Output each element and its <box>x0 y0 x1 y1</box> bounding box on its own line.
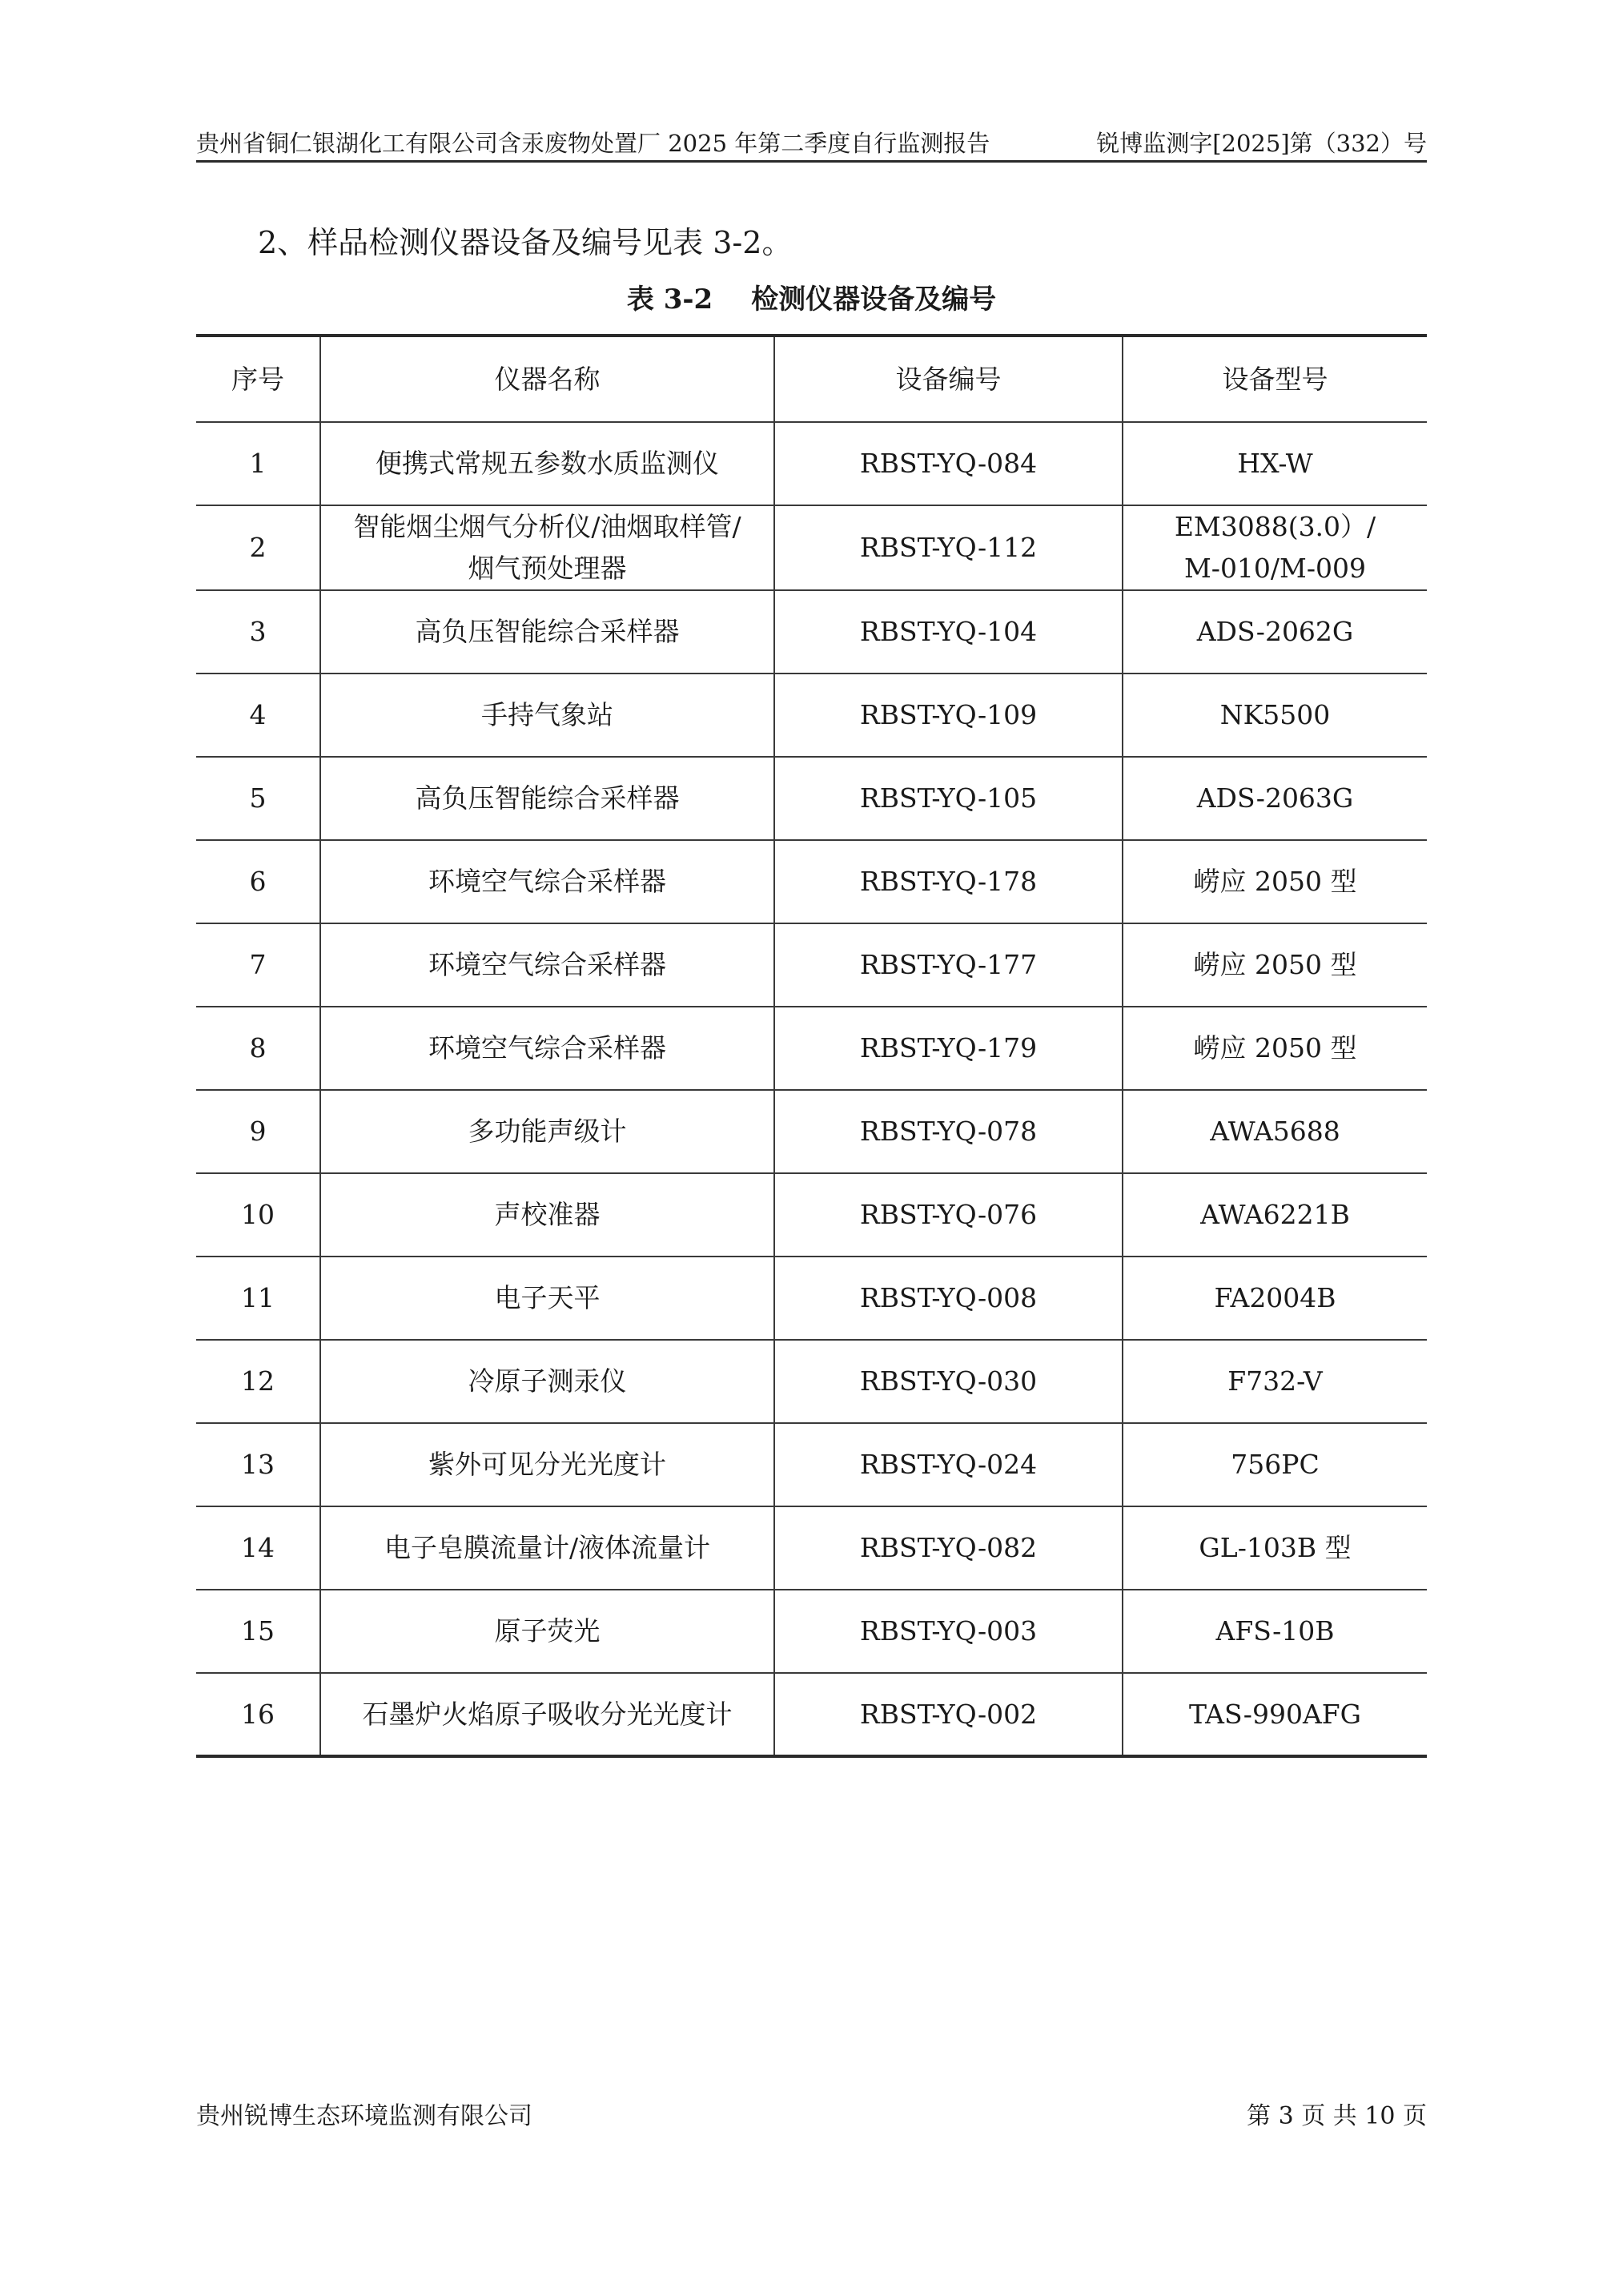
cell-model: TAS-990AFG <box>1123 1673 1427 1756</box>
cell-equipment-id: RBST-YQ-078 <box>774 1090 1123 1173</box>
table-header-row <box>196 336 1427 422</box>
cell-instrument-name: 环境空气综合采样器 <box>320 840 774 923</box>
cell-instrument-name: 电子皂膜流量计/液体流量计 <box>320 1506 774 1590</box>
cell-model: GL-103B 型 <box>1123 1506 1427 1590</box>
cell-instrument-name: 高负压智能综合采样器 <box>320 590 774 674</box>
cell-number: 11 <box>196 1257 320 1340</box>
cell-number: 8 <box>196 1007 320 1090</box>
cell-equipment-id: RBST-YQ-076 <box>774 1173 1123 1257</box>
column-header-number: 序号 <box>196 336 320 422</box>
table-row <box>196 1506 1427 1590</box>
table-row <box>196 1423 1427 1506</box>
cell-number: 14 <box>196 1506 320 1590</box>
cell-model: FA2004B <box>1123 1257 1427 1340</box>
cell-equipment-id: RBST-YQ-008 <box>774 1257 1123 1340</box>
cell-number: 15 <box>196 1590 320 1673</box>
cell-model: ADS-2063G <box>1123 757 1427 840</box>
cell-number: 12 <box>196 1340 320 1423</box>
cell-instrument-name: 环境空气综合采样器 <box>320 923 774 1007</box>
table-row <box>196 840 1427 923</box>
cell-equipment-id: RBST-YQ-177 <box>774 923 1123 1007</box>
cell-number: 1 <box>196 422 320 505</box>
table-row <box>196 1090 1427 1173</box>
cell-equipment-id: RBST-YQ-112 <box>774 505 1123 590</box>
cell-model: AWA5688 <box>1123 1090 1427 1173</box>
cell-model: 崂应 2050 型 <box>1123 923 1427 1007</box>
page-header <box>196 120 1427 163</box>
table-row <box>196 1340 1427 1423</box>
table-body <box>196 422 1427 1756</box>
cell-equipment-id: RBST-YQ-109 <box>774 674 1123 757</box>
cell-number: 9 <box>196 1090 320 1173</box>
table-row <box>196 674 1427 757</box>
cell-number: 10 <box>196 1173 320 1257</box>
cell-model: AWA6221B <box>1123 1173 1427 1257</box>
cell-equipment-id: RBST-YQ-104 <box>774 590 1123 674</box>
cell-model: AFS-10B <box>1123 1590 1427 1673</box>
table-caption <box>196 279 1427 320</box>
cell-instrument-name: 高负压智能综合采样器 <box>320 757 774 840</box>
cell-number: 16 <box>196 1673 320 1756</box>
cell-instrument-name: 手持气象站 <box>320 674 774 757</box>
report-title: 贵州省铜仁银湖化工有限公司含汞废物处置厂 2025 年第二季度自行监测报告 <box>196 130 990 157</box>
cell-number: 4 <box>196 674 320 757</box>
cell-model: 崂应 2050 型 <box>1123 1007 1427 1090</box>
report-number: 锐博监测字[2025]第（332）号 <box>1096 130 1427 157</box>
column-header-equipment-id: 设备编号 <box>774 336 1123 422</box>
cell-instrument-name: 声校准器 <box>320 1173 774 1257</box>
table-row <box>196 1673 1427 1756</box>
cell-instrument-name: 智能烟尘烟气分析仪/油烟取样管/ 烟气预处理器 <box>320 505 774 590</box>
column-header-model: 设备型号 <box>1123 336 1427 422</box>
cell-number: 7 <box>196 923 320 1007</box>
table-caption-number: 表 3-2 <box>626 283 713 316</box>
table-row <box>196 757 1427 840</box>
table-row <box>196 923 1427 1007</box>
footer-page-info: 第 3 页 共 10 页 <box>1247 2102 1427 2130</box>
cell-instrument-name: 原子荧光 <box>320 1590 774 1673</box>
cell-equipment-id: RBST-YQ-002 <box>774 1673 1123 1756</box>
cell-instrument-name: 电子天平 <box>320 1257 774 1340</box>
table-caption-title: 检测仪器设备及编号 <box>751 283 997 316</box>
cell-equipment-id: RBST-YQ-084 <box>774 422 1123 505</box>
instrument-table <box>196 334 1427 1758</box>
page-footer <box>196 2097 1427 2137</box>
cell-equipment-id: RBST-YQ-178 <box>774 840 1123 923</box>
cell-number: 5 <box>196 757 320 840</box>
cell-instrument-name: 紫外可见分光光度计 <box>320 1423 774 1506</box>
table-row <box>196 1173 1427 1257</box>
cell-model: NK5500 <box>1123 674 1427 757</box>
cell-instrument-name: 环境空气综合采样器 <box>320 1007 774 1090</box>
intro-paragraph: 2、样品检测仪器设备及编号见表 3-2。 <box>258 225 793 260</box>
cell-equipment-id: RBST-YQ-179 <box>774 1007 1123 1090</box>
cell-model: HX-W <box>1123 422 1427 505</box>
table-row <box>196 590 1427 674</box>
cell-instrument-name: 冷原子测汞仪 <box>320 1340 774 1423</box>
cell-number: 2 <box>196 505 320 590</box>
cell-equipment-id: RBST-YQ-082 <box>774 1506 1123 1590</box>
table-row <box>196 422 1427 505</box>
cell-equipment-id: RBST-YQ-030 <box>774 1340 1123 1423</box>
table-row <box>196 1590 1427 1673</box>
table-row <box>196 1007 1427 1090</box>
cell-equipment-id: RBST-YQ-003 <box>774 1590 1123 1673</box>
cell-model: EM3088(3.0）/ M-010/M-009 <box>1123 505 1427 590</box>
cell-instrument-name: 多功能声级计 <box>320 1090 774 1173</box>
cell-model: F732-V <box>1123 1340 1427 1423</box>
cell-instrument-name: 便携式常规五参数水质监测仪 <box>320 422 774 505</box>
footer-company: 贵州锐博生态环境监测有限公司 <box>196 2102 532 2130</box>
column-header-name: 仪器名称 <box>320 336 774 422</box>
table-row <box>196 505 1427 590</box>
cell-instrument-name: 石墨炉火焰原子吸收分光光度计 <box>320 1673 774 1756</box>
cell-number: 3 <box>196 590 320 674</box>
table-row <box>196 1257 1427 1340</box>
cell-model: ADS-2062G <box>1123 590 1427 674</box>
cell-equipment-id: RBST-YQ-105 <box>774 757 1123 840</box>
cell-model: 崂应 2050 型 <box>1123 840 1427 923</box>
cell-number: 6 <box>196 840 320 923</box>
cell-equipment-id: RBST-YQ-024 <box>774 1423 1123 1506</box>
cell-number: 13 <box>196 1423 320 1506</box>
cell-model: 756PC <box>1123 1423 1427 1506</box>
